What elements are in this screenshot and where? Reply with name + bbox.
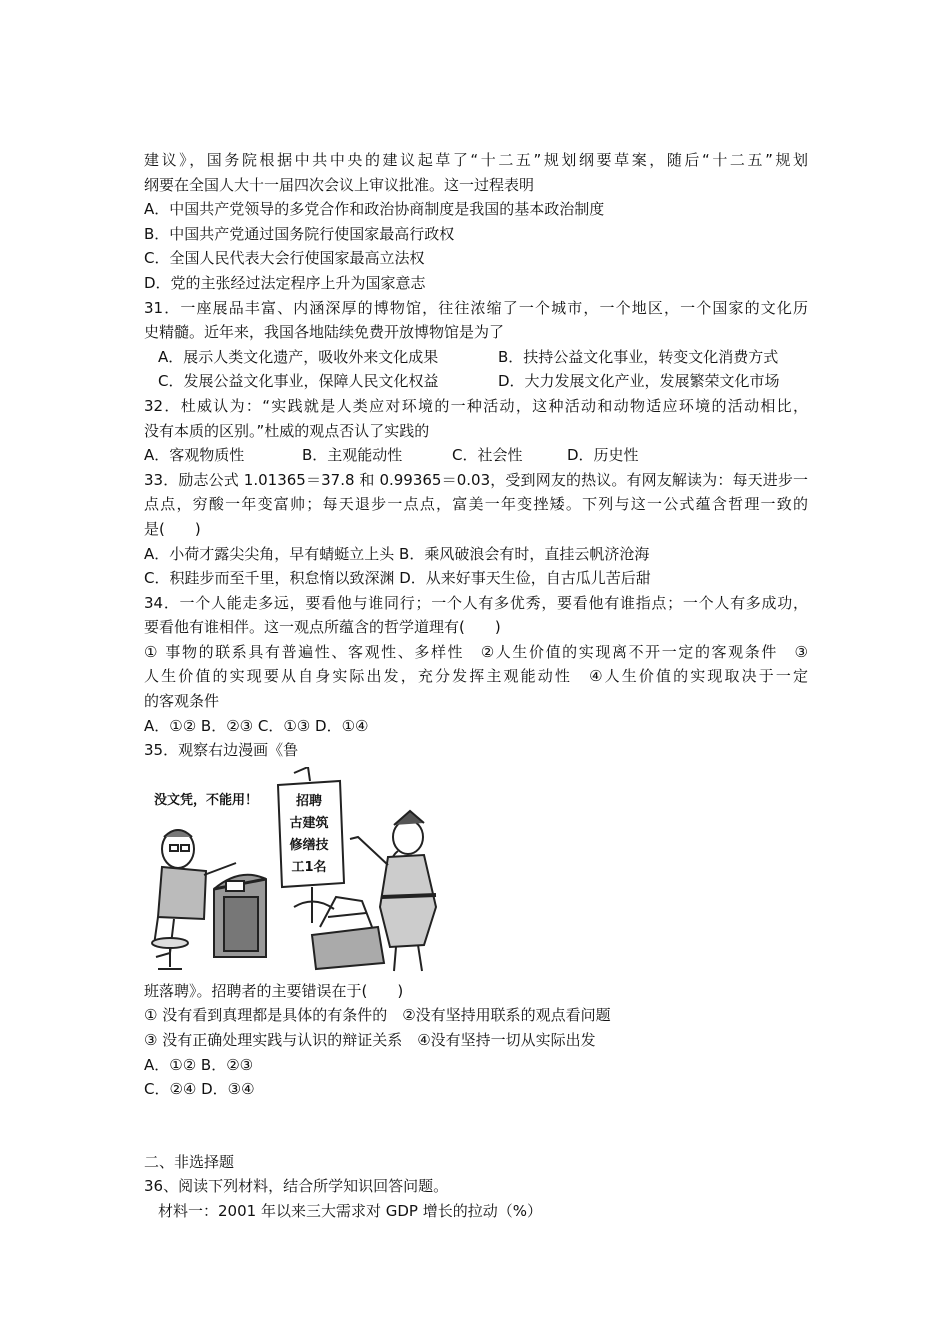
q32-options-row [144, 443, 808, 468]
q34-stem-line: 要看他有谁相伴。这一观点所蕴含的哲学道理有( ) [144, 618, 501, 637]
q31-option-b: B．扶持公益文化事业，转变文化消费方式 [498, 347, 779, 366]
q30-option-d: D．党的主张经过法定程序上升为国家意志 [144, 273, 426, 292]
q34-statement-line: ① 事物的联系具有普遍性、客观性、多样性 ②人生价值的实现离不开一定的客观条件 ③ [144, 642, 808, 661]
q31-option-a: A．展示人类文化遗产，吸收外来文化成果 [158, 347, 439, 366]
section-heading: 二、非选择题 [144, 1152, 235, 1171]
q35-options: A．①② B．②③ [144, 1055, 254, 1074]
sign-line: 招聘 [295, 793, 322, 809]
q32-option-a: A．客观物质性 [144, 446, 245, 465]
q33-stem-line: 是( ) [144, 519, 201, 538]
q31-option-d: D．大力发展文化产业，发展繁荣文化市场 [498, 372, 780, 391]
q31-stem-line: 31．一座展品丰富、内涵深厚的博物馆，往往浓缩了一个城市，一个地区，一个国家的文化历 [144, 298, 808, 317]
q33-options-ab: A．小荷才露尖尖角，早有蜻蜓立上头 B．乘风破浪会有时，直挂云帆济沧海 [144, 544, 650, 563]
q31-options-row [144, 369, 808, 394]
q32-option-b: B．主观能动性 [302, 446, 403, 465]
q35-statement-line: ③ 没有正确处理实践与认识的辩证关系 ④没有坚持一切从实际出发 [144, 1031, 596, 1050]
exam-page [144, 148, 808, 1224]
cartoon-speech-text: 没文凭，不能用！ [154, 792, 259, 808]
material-one-caption: 材料一：2001 年以来三大需求对 GDP 增长的拉动（%） [158, 1202, 542, 1220]
cartoon-image [144, 767, 444, 977]
q34-statement-line: 人生价值的实现要从自身实际出发，充分发挥主观能动性 ④人生价值的实现取决于一定 [144, 667, 808, 686]
q34-stem-line: 34．一个人能走多远，要看他与谁同行；一个人有多优秀，要看他有谁指点；一个人有多成功， [144, 593, 808, 612]
q31-option-c: C．发展公益文化事业，保障人民文化权益 [158, 372, 439, 391]
q30-option-a: A．中国共产党领导的多党合作和政治协商制度是我国的基本政治制度 [144, 200, 605, 219]
sign-line: 修缮技 [289, 837, 329, 853]
sign-line: 工1名 [291, 859, 327, 875]
q34-statement-line: 的客观条件 [144, 692, 220, 711]
q32-stem-line: 32．杜威认为：“实践就是人类应对环境的一种活动，这种活动和动物适应环境的活动相比， [144, 396, 808, 415]
q30-stem-line: 建议》，国务院根据中共中央的建议起草了“十二五”规划纲要草案，随后“十二五”规划 [144, 151, 808, 169]
q31-options-row [144, 345, 808, 370]
q33-stem-line: 33．励志公式 1.01365＝37.8 和 0.99365＝0.03，受到网友的热议。有网友解读为：每天进步一 [144, 470, 808, 489]
q34-options: A．①② B．②③ C．①③ D．①④ [144, 716, 369, 735]
q35-options: C．②④ D．③④ [144, 1080, 255, 1099]
q30-option-c: C．全国人民代表大会行使国家最高立法权 [144, 249, 425, 268]
q35-stem-line: 班落聘》。招聘者的主要错误在于( ) [144, 981, 404, 1000]
q35-statement-line: ① 没有看到真理都是具体的有条件的 ②没有坚持用联系的观点看问题 [144, 1006, 611, 1025]
q32-option-c: C．社会性 [452, 446, 523, 465]
sign-line: 古建筑 [289, 815, 329, 831]
q31-stem-line: 史精髓。近年来，我国各地陆续免费开放博物馆是为了 [144, 323, 505, 342]
q32-option-d: D．历史性 [567, 446, 639, 465]
section-gap [144, 1102, 808, 1150]
cartoon-sign-text [280, 791, 338, 879]
q35-stem-line: 35．观察右边漫画《鲁 [144, 741, 299, 760]
q30-option-b: B．中国共产党通过国务院行使国家最高行政权 [144, 224, 455, 243]
q33-options-cd: C．积跬步而至千里，积怠惰以致深渊 D．从来好事天生俭，自古瓜儿苦后甜 [144, 569, 651, 588]
q32-stem-line: 没有本质的区别。”杜威的观点否认了实践的 [144, 421, 430, 440]
q30-stem-line: 纲要在全国人大十一届四次会议上审议批准。这一过程表明 [144, 175, 535, 194]
q36-stem: 36、阅读下列材料，结合所学知识回答问题。 [144, 1177, 449, 1196]
q33-stem-line: 点点，穷酸一年变富帅；每天退步一点点，富美一年变挫矮。下列与这一公式蕴含哲理一致的 [144, 495, 808, 514]
